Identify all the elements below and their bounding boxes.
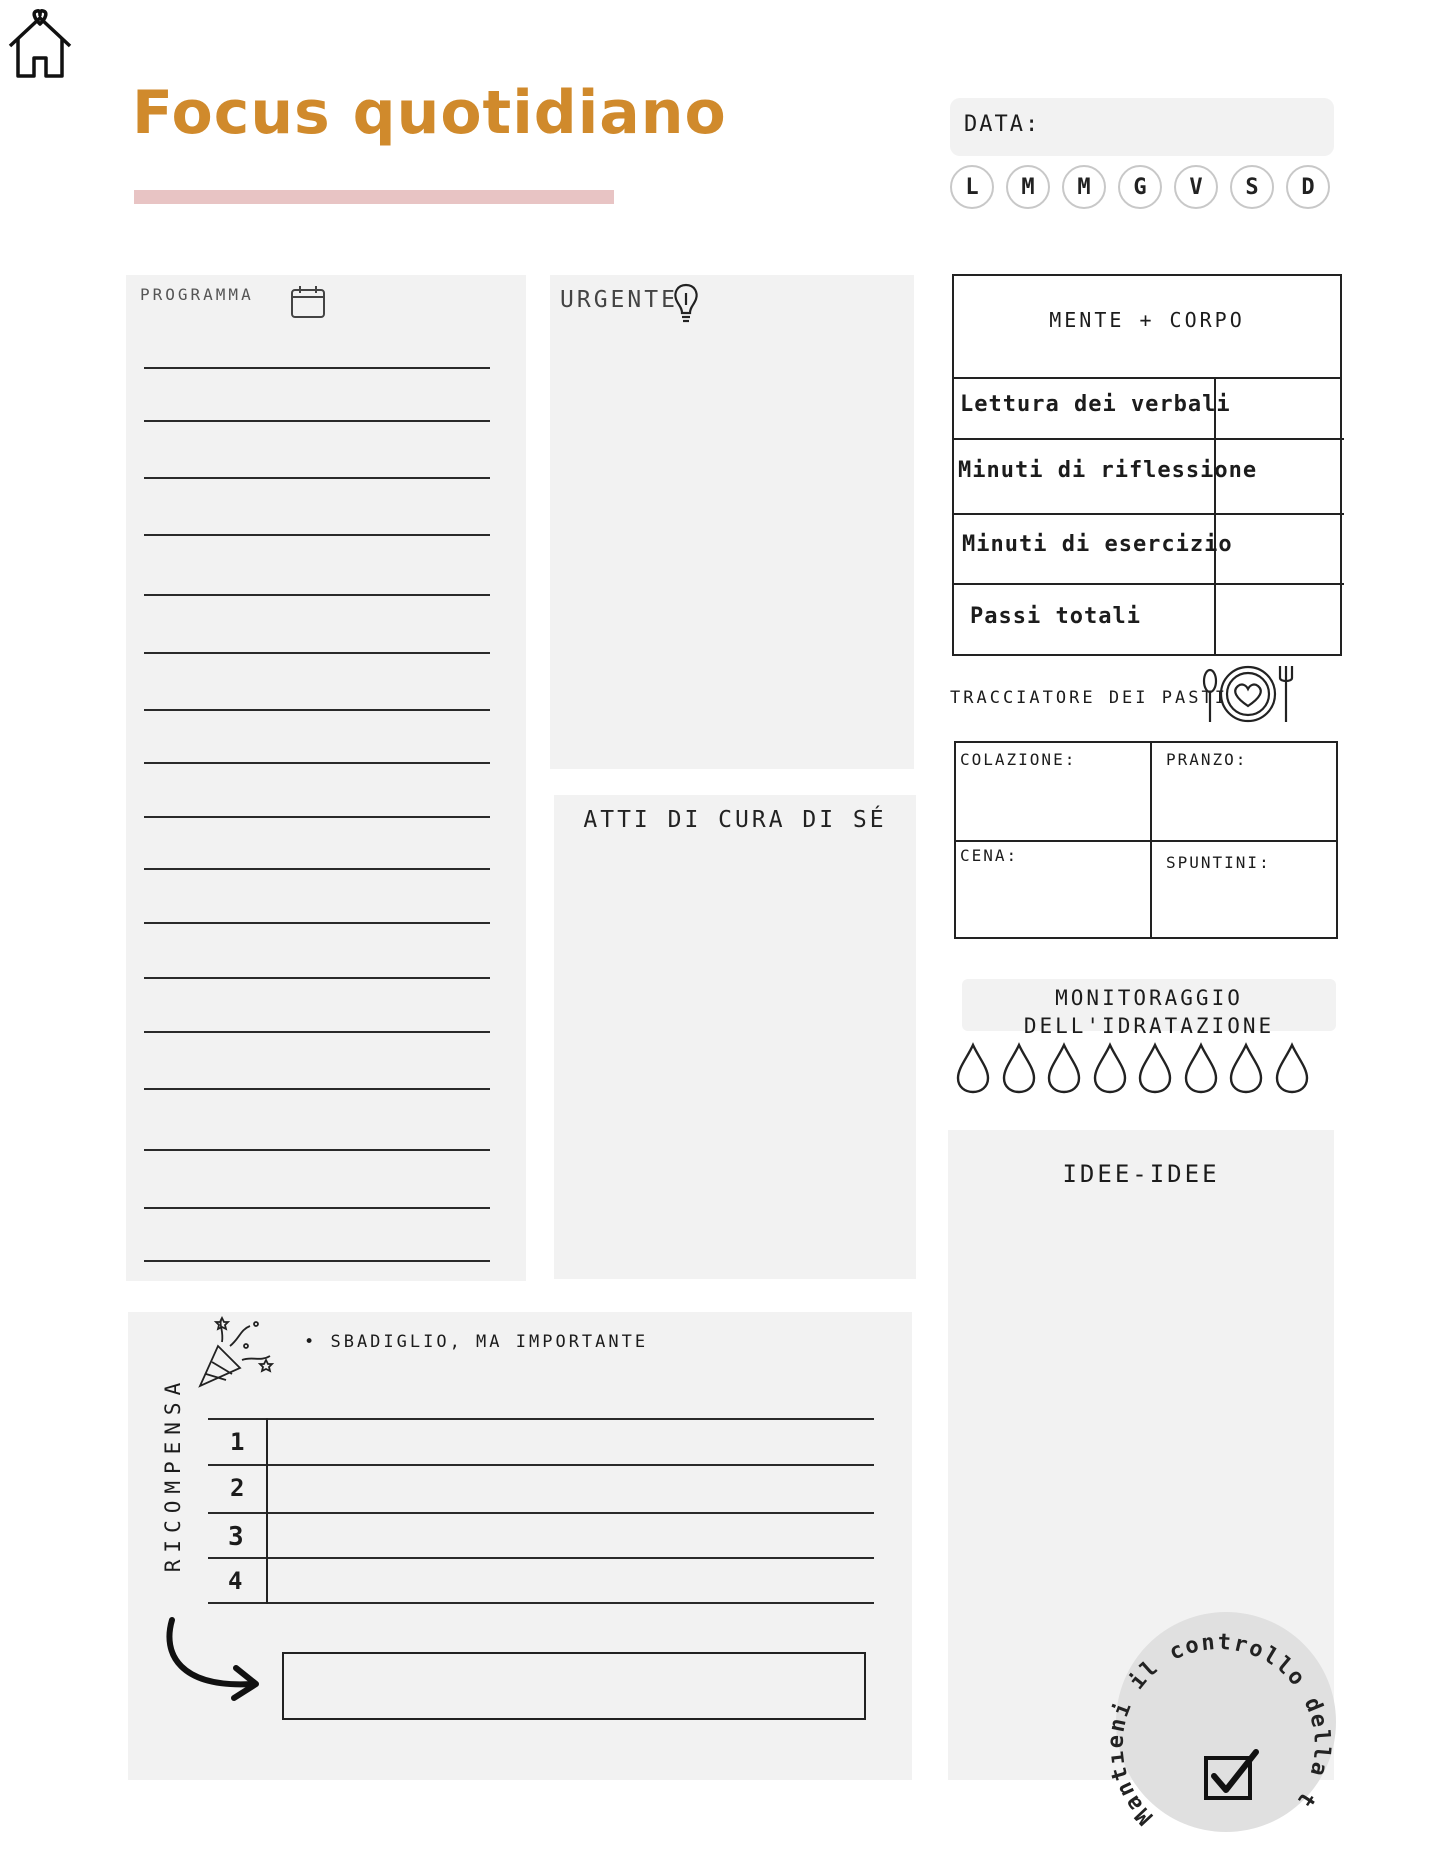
day-circle-m2[interactable]: M: [1062, 165, 1106, 209]
pasti-colazione: COLAZIONE:: [960, 750, 1077, 769]
plate-cutlery-icon: [1200, 664, 1296, 728]
water-drop-icon[interactable]: [1045, 1042, 1083, 1098]
programma-line[interactable]: [144, 594, 490, 596]
reward-number-1: 1: [230, 1428, 246, 1456]
programma-line[interactable]: [144, 477, 490, 479]
programma-line[interactable]: [144, 1207, 490, 1209]
idee-label: IDEE-IDEE: [1062, 1160, 1220, 1188]
day-circle-v[interactable]: V: [1174, 165, 1218, 209]
mc-column-divider: [1214, 377, 1216, 656]
water-drop-icon[interactable]: [1000, 1042, 1038, 1098]
programma-line[interactable]: [144, 1088, 490, 1090]
reward-line: [208, 1602, 874, 1604]
water-drop-icon[interactable]: [1227, 1042, 1265, 1098]
ricompensa-vertical-label: RICOMPENSA: [161, 1375, 185, 1573]
pasti-cena: CENA:: [960, 846, 1019, 865]
reward-line: [208, 1557, 874, 1559]
date-field[interactable]: [950, 98, 1334, 156]
pasti-label: TRACCIATORE DEI PASTI: [950, 688, 1228, 708]
mc-row-passi: Passi totali: [970, 604, 1141, 629]
reward-box[interactable]: [282, 1652, 866, 1720]
programma-line[interactable]: [144, 1031, 490, 1033]
title-underline: [134, 190, 614, 204]
pasti-pranzo: PRANZO:: [1166, 750, 1248, 769]
mc-divider: [952, 438, 1344, 440]
idratazione-line1: MONITORAGGIO: [1055, 986, 1243, 1010]
mc-divider: [952, 513, 1344, 515]
programma-panel: [126, 275, 526, 1281]
mc-divider: [952, 377, 1342, 379]
ricompensa-note: • SBADIGLIO, MA IMPORTANTE: [304, 1332, 649, 1352]
reward-number-2: 2: [230, 1474, 246, 1502]
urgente-panel: [550, 275, 914, 769]
day-circle-l[interactable]: L: [950, 165, 994, 209]
day-circle-d[interactable]: D: [1286, 165, 1330, 209]
reward-number-divider: [266, 1418, 268, 1604]
idratazione-line2: DELL'IDRATAZIONE: [1023, 1014, 1275, 1038]
calendar-icon: [290, 285, 326, 323]
cura-panel: [554, 795, 916, 1279]
day-circle-m1[interactable]: M: [1006, 165, 1050, 209]
mc-row-lettura: Lettura dei verbali: [960, 392, 1231, 417]
reward-line: [208, 1512, 874, 1514]
urgente-label: URGENTE: [560, 287, 678, 313]
water-drop-icon[interactable]: [1182, 1042, 1220, 1098]
programma-line[interactable]: [144, 420, 490, 422]
reward-line: [208, 1464, 874, 1466]
pasti-spuntini: SPUNTINI:: [1166, 853, 1271, 872]
programma-line[interactable]: [144, 868, 490, 870]
water-drop-icon[interactable]: [1091, 1042, 1129, 1098]
water-drop-icon[interactable]: [1273, 1042, 1311, 1098]
mc-divider: [952, 583, 1344, 585]
date-label: DATA:: [964, 112, 1041, 137]
reward-number-4: 4: [228, 1567, 244, 1595]
programma-label: PROGRAMMA: [140, 285, 254, 304]
mc-row-riflessione: Minuti di riflessione: [958, 458, 1258, 483]
programma-line[interactable]: [144, 652, 490, 654]
programma-line[interactable]: [144, 977, 490, 979]
water-drop-icon[interactable]: [954, 1042, 992, 1098]
curved-arrow-icon: [160, 1614, 264, 1708]
day-circle-g[interactable]: G: [1118, 165, 1162, 209]
mc-row-esercizio: Minuti di esercizio: [962, 532, 1233, 557]
programma-line[interactable]: [144, 709, 490, 711]
reward-number-3: 3: [228, 1522, 245, 1552]
programma-line[interactable]: [144, 367, 490, 369]
reward-line: [208, 1418, 874, 1420]
mente-corpo-title: MENTE + CORPO: [1049, 308, 1245, 332]
party-popper-icon: [196, 1316, 276, 1394]
home-icon[interactable]: [4, 8, 74, 78]
badge-text: Man i il controllo della t: [1110, 1629, 1334, 1830]
programma-line[interactable]: [144, 762, 490, 764]
page-title: Focus quotidiano: [132, 78, 727, 148]
programma-line[interactable]: [144, 1149, 490, 1151]
pasti-row-divider: [954, 840, 1338, 842]
cura-label: ATTI DI CURA DI SÉ: [583, 807, 887, 833]
lightbulb-icon: [672, 283, 700, 331]
day-circle-s[interactable]: S: [1230, 165, 1274, 209]
programma-line[interactable]: [144, 816, 490, 818]
programma-line[interactable]: [144, 922, 490, 924]
programma-line[interactable]: [144, 534, 490, 536]
water-drop-icon[interactable]: [1136, 1042, 1174, 1098]
programma-line[interactable]: [144, 1260, 490, 1262]
habit-badge: [1110, 1606, 1342, 1838]
